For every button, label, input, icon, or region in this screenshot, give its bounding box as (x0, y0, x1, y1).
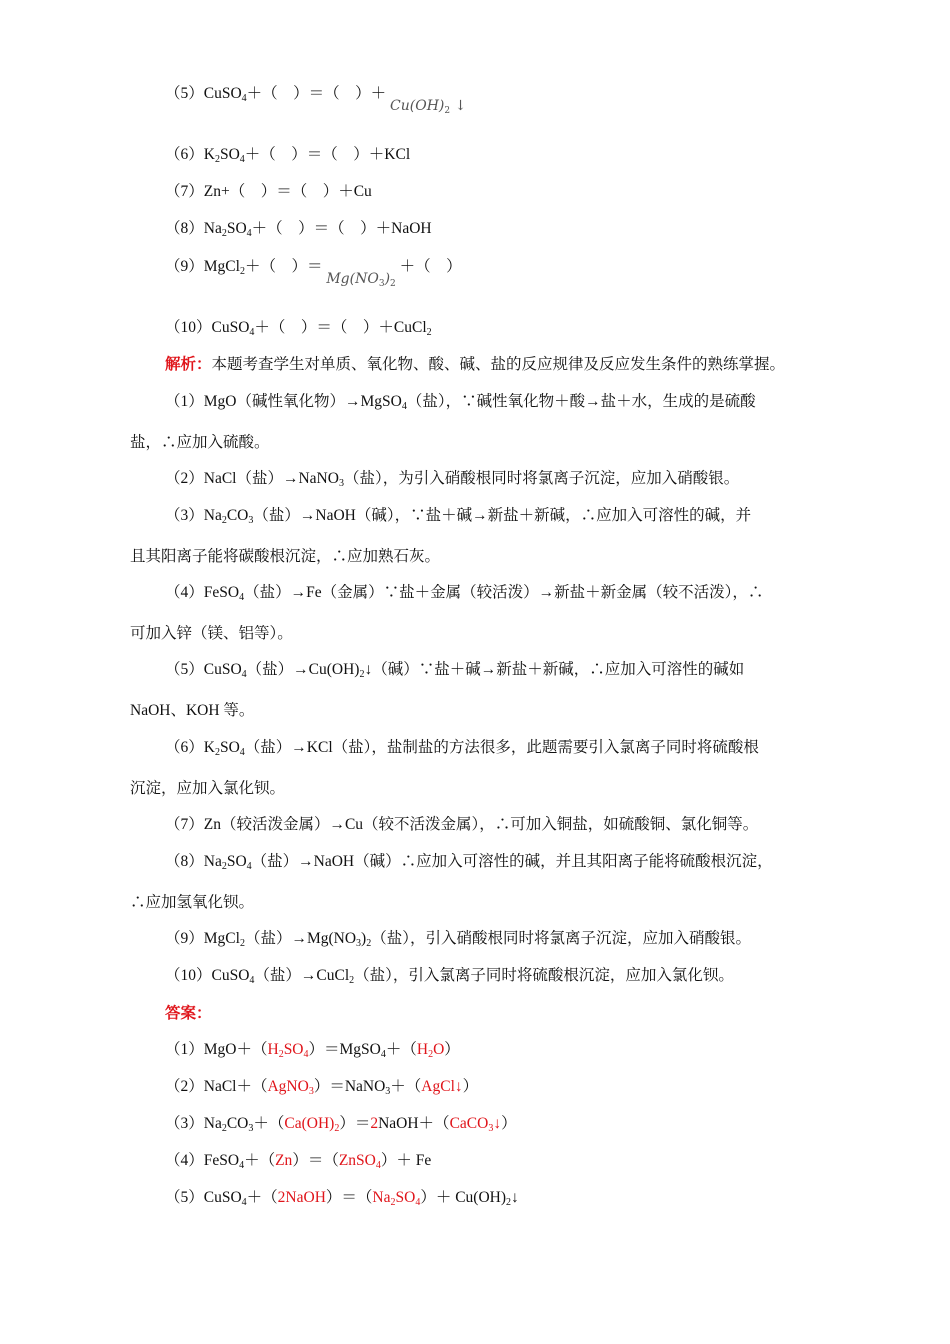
answer-5: $(5)CuSO_4+(2NaOH)=(Na_2SO_4)+$ $Cu(OH)_2↓$ (165, 1189, 519, 1208)
analysis-9: （9）MgCl$_2$（盐）$\to Mg(NO_3)_2$（盐），引入硝酸根同时将氯离子沉淀，应加入硝酸银。 (165, 930, 751, 949)
analysis-6-line1: $(6)K_2SO_4$（盐）→KCl（盐），盐制盐的方法很多，此题需要引入氯离子同时将硫酸根 (165, 739, 759, 758)
question-8: $(8)Na_2SO_4+$（ ）＝（ ）＋NaOH (165, 220, 432, 239)
analysis-2: （2）NaCl（盐）→NaNO$_3$（盐），为引入硝酸根同时将氯离子沉淀，应加入硝酸银。 (165, 470, 740, 489)
answer-4: （4）FeSO$_4$＋（Zn）＝（ZnSO$_4$）＋ Fe (165, 1152, 432, 1171)
analysis-3-line2: 且其阳离子能将碳酸根沉淀，∴应加熟石灰。 (130, 548, 441, 565)
question-9: （9）MgCl$_2$＋（ ）＝ $Mg(NO_3)_2$ ＋（ ） (165, 258, 462, 289)
answer-1: $(1)MgO+(H_2SO_4)=MgSO_4+(H_2O)$ (165, 1041, 460, 1060)
question-6: $(6)K_2SO_4+$（ ）＝（ ）＋KCl (165, 146, 411, 165)
analysis-4-line1: （4）FeSO$_4$（盐）→Fe（金属）∵盐＋金属（较活泼）→新盐＋新金属（较不活泼），∴ (165, 584, 764, 603)
analysis-1-line2: 盐，∴应加入硫酸。 (130, 434, 270, 451)
analysis-7: （7）Zn（较活泼金属）→Cu（较不活泼金属），∴可加入铜盐，如硫酸铜、氯化铜等。 (165, 816, 759, 833)
analysis-8-line1: $(8)Na_2SO_4$（盐）→NaOH（碱）∴应加入可溶性的碱，并且其阳离子能将硫酸根沉淀， (165, 853, 773, 872)
answers-label: 答案： (165, 1005, 212, 1022)
analysis-5-line1: （5）CuSO$_4$（盐）$\to Cu(OH)_2↓$（碱）∵盐＋碱→新盐＋新碱，∴应加入可溶性的碱如 (165, 661, 745, 680)
answer-2: （2）NaCl＋（AgNO$_3$）＝NaNO$_3$＋（AgCl↓） (165, 1078, 479, 1097)
analysis-5-line2: NaOH、KOH 等。 (130, 702, 255, 719)
analysis-1-line1: （1）MgO（碱性氧化物）→MgSO$_4$（盐），∵碱性氧化物＋酸→盐＋水，生成的是硫酸 (165, 393, 756, 412)
analysis-8-line2: ∴应加氢氧化钡。 (130, 894, 255, 911)
question-10: （10）CuSO$_4$＋（ ）＝（ ）＋CuCl$_2$ (165, 319, 432, 338)
answer-3: $(3)Na_2CO_3+(Ca(OH)_2)=2NaOH+(CaCO_3↓)$ (165, 1115, 517, 1134)
analysis-3-line1: $(3)Na_2CO_3$（盐）→NaOH（碱），∵盐＋碱→新盐＋新碱，∴应加入可溶性的碱，并 (165, 507, 752, 526)
question-7: （7）Zn+（ ）＝（ ）＋Cu (165, 183, 372, 200)
analysis-intro: 解析：本题考查学生对单质、氧化物、酸、碱、盐的反应规律及反应发生条件的熟练掌握。 (165, 356, 786, 373)
analysis-10: （10）CuSO$_4$（盐）→CuCl$_2$（盐），引入氯离子同时将硫酸根沉淀，应加入氯化钡。 (165, 967, 734, 986)
analysis-label: 解析： (165, 356, 212, 373)
analysis-6-line2: 沉淀，应加入氯化钡。 (130, 780, 286, 797)
formula-mg-no3-2: $Mg(NO_3)_2$ (326, 271, 396, 289)
analysis-4-line2: 可加入锌（镁、铝等）。 (130, 625, 293, 642)
formula-cu-oh-2: $Cu(OH)_2$ ↓ (390, 98, 467, 116)
question-5: （5）CuSO$_4$＋（ ）＝（ ）＋ $Cu(OH)_2$ ↓ (165, 85, 467, 116)
